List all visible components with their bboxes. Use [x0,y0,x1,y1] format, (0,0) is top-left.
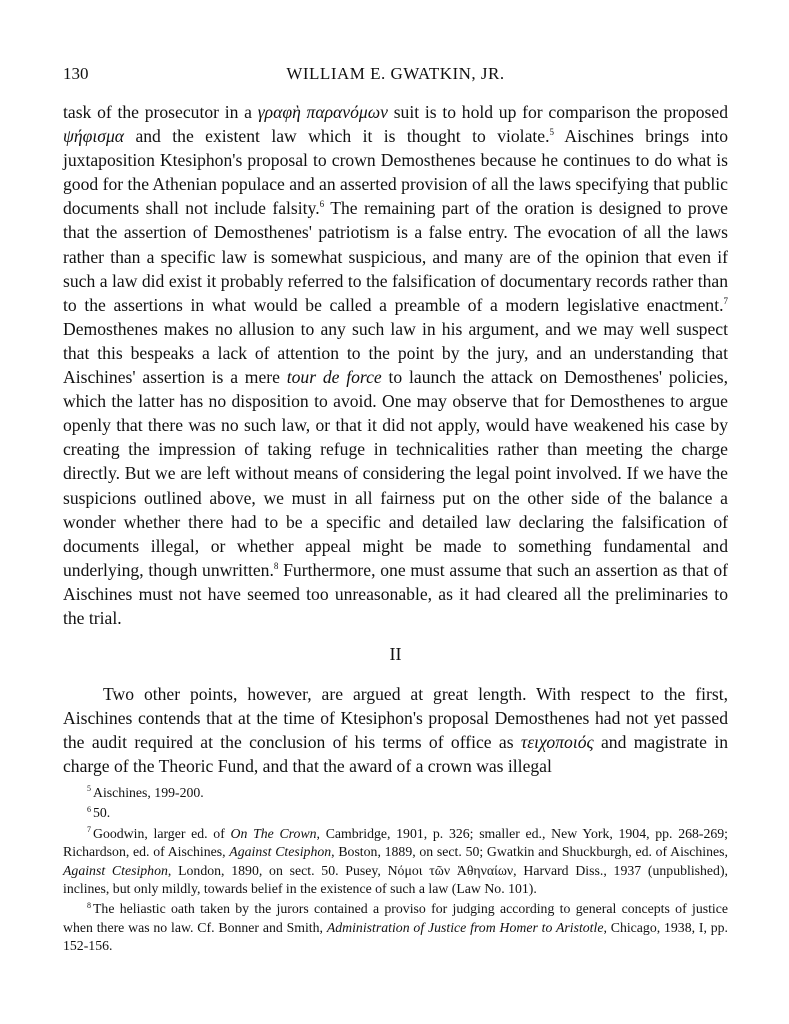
main-text [63,100,728,779]
text-run: task of the prosecutor in a [63,102,258,122]
paragraph-2 [63,682,728,778]
footnote-text: Aischines, 199-200. [93,785,204,800]
italic-title: On The Crown [230,825,317,841]
greek-title: Νόμοι τῶν Ἀθηναίων [387,862,514,878]
text-run: Aischines brings into juxtaposition Ktesiphon's proposal to crown Demosthenes because he continues to do what is good for the Athenian populace and an asserted provision of all the laws specifying that public documents shall not include falsity. [63,126,729,219]
running-head: WILLIAM E. GWATKIN, JR. [286,64,505,83]
footnote-number: 5 [87,784,91,794]
paragraph-1 [63,100,728,630]
footnote-ref-5[interactable]: 5 [549,127,554,138]
footnote-number: 6 [87,804,91,814]
section-heading: II [389,644,402,665]
text-run: Demosthenes makes no allusion to any such law in his argument, and we may well suspect that this bespeaks a lack of attention to the point by the jury, and an understanding that Aischines' assertion is a mere [63,318,728,388]
footnote-7 [63,825,728,899]
greek-term: ψήφισμα [63,126,125,147]
footnote-5 [63,784,728,802]
italic-title: Administration of Justice from Homer to Aristotle [326,919,604,935]
footnote-text: , Boston, 1889, on sect. 50; Gwatkin and Shuckburgh, ed. of Aischines, [331,844,728,860]
footnotes [63,784,728,956]
text-run: suit is to hold up for comparison the proposed [387,102,728,122]
italic-title: Against Ctesiphon [229,844,332,860]
italic-title: Against Ctesiphon [63,862,168,878]
text-run: and the existent law which it is thought to violate. [124,126,550,147]
footnote-ref-7[interactable]: 7 [723,295,728,306]
greek-term: γραφὴ παρανόμων [257,102,388,122]
footnote-number: 8 [87,900,91,910]
text-run: Two other points, however, are argued at great length. With respect to the first, Aischines contends that at the time of Ktesiphon's proposal Demosthenes had not yet passed the audit required at the conclusion of his terms of office as [63,684,728,753]
italic-phrase: tour de force [286,367,382,388]
footnote-ref-8[interactable]: 8 [273,560,279,571]
text-run: Furthermore, one must assume that such an assertion as that of Aischines must not have seemed too unreasonable, as it had cleared all the preliminaries to the trial. [63,559,728,628]
page-number: 130 [63,64,89,83]
page-header [63,62,728,86]
footnote-ref-6[interactable]: 6 [319,199,325,210]
footnote-8 [63,900,728,955]
footnote-text: The heliastic oath taken by the jurors contained a proviso for judging according to general concepts of justice when there was no law. Cf. Bonner and Smith, [63,901,728,935]
text-run: and magistrate in charge of the Theoric Fund, and that the award of a crown was illegal [63,732,729,777]
footnote-text: , Harvard Diss., 1937 (unpublished), inclines, but only mildly, towards belief in the existence of such a law (Law No. 101). [63,862,728,897]
text-run: The remaining part of the oration is designed to prove that the assertion of Demosthenes' patriotism is a false entry. The evocation of all the laws rather than a specific law is somewhat suspicious, and many are of the opinion that even if such a law did exist it probably referred to the falsification of documentary records rather than to the assertions in what would be called a preamble of a modern legislative enactment. [63,198,728,315]
footnote-text: 50. [93,805,111,821]
footnote-text: , Cambridge, 1901, p. 326; smaller ed., New York, 1904, pp. 268-269; Richardson, ed. of Aischines, [63,825,729,860]
footnote-6 [63,804,728,822]
footnote-text: Goodwin, larger ed. of [93,825,231,841]
footnote-text: , London, 1890, on sect. 50. Pusey, [167,862,388,878]
footnote-number: 7 [87,825,91,835]
footnote-text: , Chicago, 1938, I, pp. 152-156. [63,919,728,954]
text-run: to launch the attack on Demosthenes' policies, which the latter has no disposition to avoid. One may observe that for Demosthenes to argue openly that there was no such law, or that it did not apply, would have weakened his case by creating the impression of taking refuge in technicalities rather than meeting the charge directly. But we are left without means of considering the legal point involved. If we have the suspicions outlined above, we must in all fairness put on the other side of the balance a wonder whether there had to be a specific and detailed law declaring the falsification of documents illegal, or whether appeal might be made to something fundamental and underlying, though unwritten. [63,367,729,580]
greek-term: τειχοποιός [520,732,594,753]
